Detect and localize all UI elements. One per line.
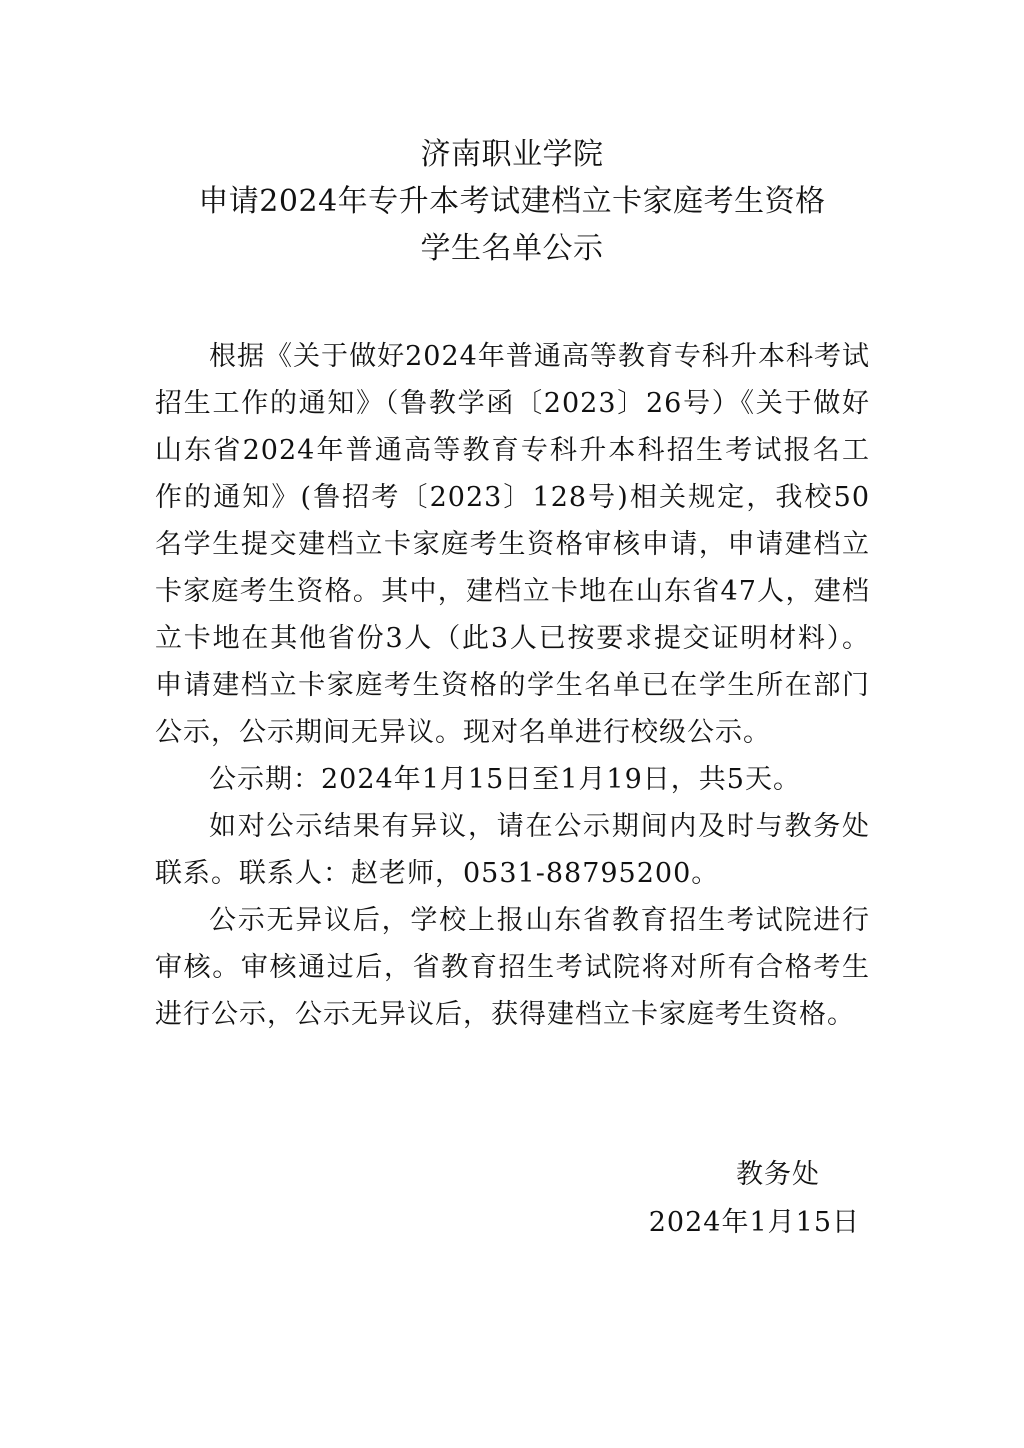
paragraph-period: 公示期：2024年1月15日至1月19日，共5天。 xyxy=(209,764,801,795)
signature-office: 教务处 xyxy=(736,1159,820,1190)
title-subject: 申请2024年专升本考试建档立卡家庭考生资格 xyxy=(198,184,826,219)
document-body xyxy=(155,333,870,1038)
paragraph-contact: 如对公示结果有异议，请在公示期间内及时与教务处联系。联系人：赵老师，0531-88795200。 xyxy=(155,811,870,889)
title-institution: 济南职业学院 xyxy=(420,137,604,172)
signature-block xyxy=(649,1151,860,1247)
title-notice: 学生名单公示 xyxy=(420,231,604,266)
document-title xyxy=(0,131,1024,272)
signature-date: 2024年1月15日 xyxy=(648,1207,860,1238)
paragraph-next-steps: 公示无异议后，学校上报山东省教育招生考试院进行审核。审核通过后，省教育招生考试院将对所有合格考生进行公示，公示无异议后，获得建档立卡家庭考生资格。 xyxy=(155,905,870,1030)
paragraph-basis: 根据《关于做好2024年普通高等教育专科升本科考试招生工作的通知》（鲁教学函〔2023〕26号）《关于做好山东省2024年普通高等教育专科升本科招生考试报名工作的通知》(鲁招考〔2023〕128号)相关规定，我校50名学生提交建档立卡家庭考生资格审核申请，申请建档立卡家庭考生资格。其中，建档立卡地在山东省47人，建档立卡地在其他省份3人（此3人已按要求提交证明材料）。申请建档立卡家庭考生资格的学生名单已在学生所在部门公示，公示期间无异议。现对名单进行校级公示。 xyxy=(155,341,870,748)
